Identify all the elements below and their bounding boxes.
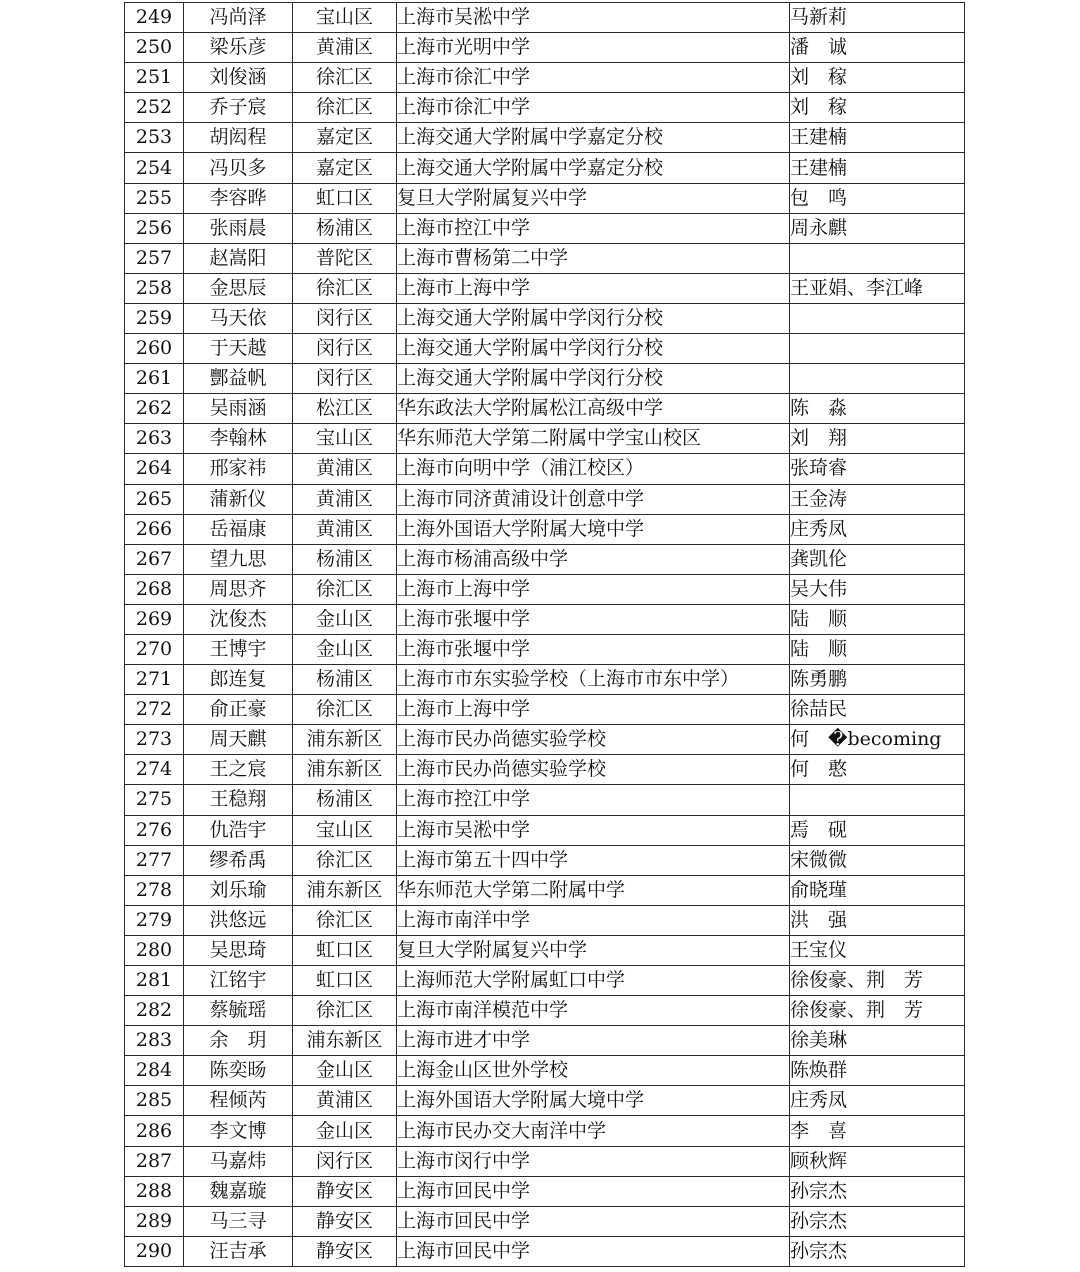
table-row <box>125 1086 965 1116</box>
table-row <box>125 695 965 725</box>
advisor-teacher <box>790 334 965 364</box>
district: 嘉定区 <box>293 123 397 153</box>
student-name: 周思齐 <box>184 574 293 604</box>
table-row <box>125 33 965 63</box>
school-name: 上海市吴淞中学 <box>397 3 790 33</box>
school-name: 上海市控江中学 <box>397 785 790 815</box>
advisor-teacher: 吴大伟 <box>790 574 965 604</box>
advisor-teacher: 何 憨 <box>790 755 965 785</box>
district: 黄浦区 <box>293 1086 397 1116</box>
row-number: 284 <box>125 1056 184 1086</box>
advisor-teacher: 孙宗杰 <box>790 1236 965 1266</box>
table-row <box>125 334 965 364</box>
student-name: 李翰林 <box>184 424 293 454</box>
table-row <box>125 875 965 905</box>
row-number: 259 <box>125 303 184 333</box>
school-name: 上海市控江中学 <box>397 213 790 243</box>
table-row <box>125 935 965 965</box>
district: 闵行区 <box>293 1146 397 1176</box>
student-name: 望九思 <box>184 544 293 574</box>
school-name: 上海市向明中学（浦江校区） <box>397 454 790 484</box>
district: 静安区 <box>293 1176 397 1206</box>
school-name: 上海市杨浦高级中学 <box>397 544 790 574</box>
table-row <box>125 845 965 875</box>
district: 杨浦区 <box>293 665 397 695</box>
row-number: 267 <box>125 544 184 574</box>
advisor-teacher: 庄秀凤 <box>790 514 965 544</box>
row-number: 280 <box>125 935 184 965</box>
district: 徐汇区 <box>293 996 397 1026</box>
advisor-teacher: 陆 顺 <box>790 604 965 634</box>
school-name: 上海市民办交大南洋中学 <box>397 1116 790 1146</box>
student-name: 沈俊杰 <box>184 604 293 634</box>
student-name: 邢家祎 <box>184 454 293 484</box>
table-row <box>125 755 965 785</box>
student-name: 马嘉炜 <box>184 1146 293 1176</box>
table-row <box>125 966 965 996</box>
advisor-teacher <box>790 785 965 815</box>
district: 杨浦区 <box>293 213 397 243</box>
school-name: 上海市上海中学 <box>397 574 790 604</box>
row-number: 256 <box>125 213 184 243</box>
school-name: 上海市同济黄浦设计创意中学 <box>397 484 790 514</box>
student-name: 程倾芮 <box>184 1086 293 1116</box>
advisor-teacher: 庄秀凤 <box>790 1086 965 1116</box>
table-row <box>125 665 965 695</box>
advisor-teacher <box>790 303 965 333</box>
student-name: 俞正豪 <box>184 695 293 725</box>
advisor-teacher: 徐喆民 <box>790 695 965 725</box>
advisor-teacher: 陈焕群 <box>790 1056 965 1086</box>
row-number: 263 <box>125 424 184 454</box>
student-name: 马三寻 <box>184 1206 293 1236</box>
advisor-teacher: 王建楠 <box>790 153 965 183</box>
advisor-teacher: 顾秋辉 <box>790 1146 965 1176</box>
school-name: 上海市闵行中学 <box>397 1146 790 1176</box>
table-row <box>125 514 965 544</box>
row-number: 277 <box>125 845 184 875</box>
row-number: 250 <box>125 33 184 63</box>
district: 浦东新区 <box>293 755 397 785</box>
row-number: 253 <box>125 123 184 153</box>
table-row <box>125 213 965 243</box>
advisor-teacher: 王建楠 <box>790 123 965 153</box>
advisor-teacher <box>790 364 965 394</box>
school-name: 上海市回民中学 <box>397 1206 790 1236</box>
district: 静安区 <box>293 1206 397 1236</box>
advisor-teacher: 潘 诚 <box>790 33 965 63</box>
district: 徐汇区 <box>293 574 397 604</box>
student-name: 吴雨涵 <box>184 394 293 424</box>
school-name: 上海市徐汇中学 <box>397 93 790 123</box>
school-name: 上海外国语大学附属大境中学 <box>397 514 790 544</box>
school-name: 上海交通大学附属中学闵行分校 <box>397 303 790 333</box>
student-name: 江铭宇 <box>184 966 293 996</box>
district: 金山区 <box>293 604 397 634</box>
table-row <box>125 153 965 183</box>
advisor-teacher: 徐俊豪、荆 芳 <box>790 996 965 1026</box>
student-name: 冯尚泽 <box>184 3 293 33</box>
district: 黄浦区 <box>293 454 397 484</box>
table-row <box>125 273 965 303</box>
district: 金山区 <box>293 1056 397 1086</box>
student-name: 冯贝多 <box>184 153 293 183</box>
advisor-teacher: 徐俊豪、荆 芳 <box>790 966 965 996</box>
advisor-teacher: 王金涛 <box>790 484 965 514</box>
row-number: 269 <box>125 604 184 634</box>
row-number: 282 <box>125 996 184 1026</box>
school-name: 上海交通大学附属中学嘉定分校 <box>397 153 790 183</box>
district: 黄浦区 <box>293 514 397 544</box>
school-name: 上海交通大学附属中学嘉定分校 <box>397 123 790 153</box>
district: 闵行区 <box>293 364 397 394</box>
advisor-teacher: 洪 强 <box>790 905 965 935</box>
row-number: 260 <box>125 334 184 364</box>
table-row <box>125 996 965 1026</box>
table-row <box>125 3 965 33</box>
district: 徐汇区 <box>293 273 397 303</box>
school-name: 上海市光明中学 <box>397 33 790 63</box>
advisor-teacher: 包 鸣 <box>790 183 965 213</box>
school-name: 上海金山区世外学校 <box>397 1056 790 1086</box>
district: 虹口区 <box>293 935 397 965</box>
school-name: 上海市南洋模范中学 <box>397 996 790 1026</box>
student-name: 李文博 <box>184 1116 293 1146</box>
row-number: 283 <box>125 1026 184 1056</box>
table-row <box>125 1146 965 1176</box>
table-row <box>125 725 965 755</box>
school-name: 上海交通大学附属中学闵行分校 <box>397 334 790 364</box>
school-name: 上海市回民中学 <box>397 1176 790 1206</box>
student-name: 洪悠远 <box>184 905 293 935</box>
advisor-teacher: 陈勇鹏 <box>790 665 965 695</box>
row-number: 289 <box>125 1206 184 1236</box>
student-name: 马天依 <box>184 303 293 333</box>
advisor-teacher: 宋微微 <box>790 845 965 875</box>
table-row <box>125 785 965 815</box>
advisor-teacher: 王宝仪 <box>790 935 965 965</box>
student-name: 仇浩宇 <box>184 815 293 845</box>
table-row <box>125 1026 965 1056</box>
district: 徐汇区 <box>293 695 397 725</box>
district: 虹口区 <box>293 183 397 213</box>
advisor-teacher: 俞晓瑾 <box>790 875 965 905</box>
row-number: 288 <box>125 1176 184 1206</box>
row-number: 266 <box>125 514 184 544</box>
row-number: 251 <box>125 63 184 93</box>
student-name: 乔子宸 <box>184 93 293 123</box>
district: 宝山区 <box>293 3 397 33</box>
table-row <box>125 243 965 273</box>
table-row <box>125 1176 965 1206</box>
table-row <box>125 1056 965 1086</box>
row-number: 257 <box>125 243 184 273</box>
district: 徐汇区 <box>293 93 397 123</box>
advisor-teacher: 何 �becoming <box>790 725 965 755</box>
district: 虹口区 <box>293 966 397 996</box>
row-number: 278 <box>125 875 184 905</box>
district: 黄浦区 <box>293 33 397 63</box>
advisor-teacher: 孙宗杰 <box>790 1176 965 1206</box>
advisor-teacher: 王亚娟、李江峰 <box>790 273 965 303</box>
district: 普陀区 <box>293 243 397 273</box>
school-name: 上海交通大学附属中学闵行分校 <box>397 364 790 394</box>
student-name: 于天越 <box>184 334 293 364</box>
district: 金山区 <box>293 1116 397 1146</box>
student-name: 张雨晨 <box>184 213 293 243</box>
row-number: 268 <box>125 574 184 604</box>
school-name: 上海市民办尚德实验学校 <box>397 755 790 785</box>
school-name: 上海市张堰中学 <box>397 634 790 664</box>
district: 浦东新区 <box>293 725 397 755</box>
row-number: 270 <box>125 634 184 664</box>
table-row <box>125 815 965 845</box>
school-name: 上海市进才中学 <box>397 1026 790 1056</box>
student-name: 梁乐彦 <box>184 33 293 63</box>
row-number: 285 <box>125 1086 184 1116</box>
district: 浦东新区 <box>293 1026 397 1056</box>
row-number: 287 <box>125 1146 184 1176</box>
table-row <box>125 424 965 454</box>
advisor-teacher: 龚凯伦 <box>790 544 965 574</box>
advisor-teacher: 焉 砚 <box>790 815 965 845</box>
district: 徐汇区 <box>293 63 397 93</box>
school-name: 上海市曹杨第二中学 <box>397 243 790 273</box>
student-name: 魏嘉璇 <box>184 1176 293 1206</box>
row-number: 275 <box>125 785 184 815</box>
district: 浦东新区 <box>293 875 397 905</box>
student-name: 周天麒 <box>184 725 293 755</box>
row-number: 252 <box>125 93 184 123</box>
table-row <box>125 1206 965 1236</box>
school-name: 上海师范大学附属虹口中学 <box>397 966 790 996</box>
school-name: 复旦大学附属复兴中学 <box>397 935 790 965</box>
advisor-teacher: 李 喜 <box>790 1116 965 1146</box>
advisor-teacher: 刘 翔 <box>790 424 965 454</box>
district: 宝山区 <box>293 815 397 845</box>
school-name: 华东师范大学第二附属中学 <box>397 875 790 905</box>
award-list-sheet <box>124 2 964 1267</box>
school-name: 复旦大学附属复兴中学 <box>397 183 790 213</box>
table-row <box>125 303 965 333</box>
advisor-teacher: 孙宗杰 <box>790 1206 965 1236</box>
row-number: 281 <box>125 966 184 996</box>
student-name: 王之宸 <box>184 755 293 785</box>
advisor-teacher: 周永麒 <box>790 213 965 243</box>
row-number: 258 <box>125 273 184 303</box>
student-name: 酆益帆 <box>184 364 293 394</box>
advisor-teacher: 陈 淼 <box>790 394 965 424</box>
district: 徐汇区 <box>293 905 397 935</box>
table-row <box>125 454 965 484</box>
table-row <box>125 183 965 213</box>
table-row <box>125 634 965 664</box>
table-row <box>125 63 965 93</box>
student-name: 汪吉承 <box>184 1236 293 1266</box>
table-row <box>125 604 965 634</box>
table-row <box>125 905 965 935</box>
advisor-teacher: 张琦睿 <box>790 454 965 484</box>
school-name: 上海市回民中学 <box>397 1236 790 1266</box>
advisor-teacher: 刘 稼 <box>790 93 965 123</box>
student-name: 金思辰 <box>184 273 293 303</box>
school-name: 上海市市东实验学校（上海市市东中学） <box>397 665 790 695</box>
district: 黄浦区 <box>293 484 397 514</box>
school-name: 华东师范大学第二附属中学宝山校区 <box>397 424 790 454</box>
district: 徐汇区 <box>293 845 397 875</box>
district: 嘉定区 <box>293 153 397 183</box>
row-number: 274 <box>125 755 184 785</box>
student-name: 王博宇 <box>184 634 293 664</box>
row-number: 261 <box>125 364 184 394</box>
row-number: 276 <box>125 815 184 845</box>
student-name: 刘乐瑜 <box>184 875 293 905</box>
row-number: 272 <box>125 695 184 725</box>
district: 宝山区 <box>293 424 397 454</box>
student-name: 李容晔 <box>184 183 293 213</box>
school-name: 上海市上海中学 <box>397 695 790 725</box>
district: 杨浦区 <box>293 544 397 574</box>
school-name: 上海市第五十四中学 <box>397 845 790 875</box>
district: 闵行区 <box>293 334 397 364</box>
student-name: 胡闳程 <box>184 123 293 153</box>
district: 杨浦区 <box>293 785 397 815</box>
row-number: 265 <box>125 484 184 514</box>
advisor-teacher: 刘 稼 <box>790 63 965 93</box>
district: 松江区 <box>293 394 397 424</box>
advisor-teacher <box>790 243 965 273</box>
award-list-body <box>125 3 965 1267</box>
student-name: 岳福康 <box>184 514 293 544</box>
table-row <box>125 93 965 123</box>
student-name: 余 玥 <box>184 1026 293 1056</box>
student-name: 缪希禹 <box>184 845 293 875</box>
school-name: 上海市民办尚德实验学校 <box>397 725 790 755</box>
district: 静安区 <box>293 1236 397 1266</box>
school-name: 上海市南洋中学 <box>397 905 790 935</box>
school-name: 华东政法大学附属松江高级中学 <box>397 394 790 424</box>
school-name: 上海市吴淞中学 <box>397 815 790 845</box>
advisor-teacher: 徐美琳 <box>790 1026 965 1056</box>
row-number: 271 <box>125 665 184 695</box>
student-name: 蒲新仪 <box>184 484 293 514</box>
table-row <box>125 364 965 394</box>
row-number: 273 <box>125 725 184 755</box>
row-number: 255 <box>125 183 184 213</box>
row-number: 264 <box>125 454 184 484</box>
table-row <box>125 394 965 424</box>
table-row <box>125 544 965 574</box>
row-number: 249 <box>125 3 184 33</box>
student-name: 赵嵩阳 <box>184 243 293 273</box>
student-name: 王稳翔 <box>184 785 293 815</box>
district: 金山区 <box>293 634 397 664</box>
table-row <box>125 123 965 153</box>
table-row <box>125 1116 965 1146</box>
student-name: 陈奕旸 <box>184 1056 293 1086</box>
school-name: 上海市徐汇中学 <box>397 63 790 93</box>
row-number: 262 <box>125 394 184 424</box>
table-row <box>125 574 965 604</box>
award-list-table <box>124 2 965 1267</box>
row-number: 286 <box>125 1116 184 1146</box>
advisor-teacher: 陆 顺 <box>790 634 965 664</box>
row-number: 279 <box>125 905 184 935</box>
school-name: 上海市上海中学 <box>397 273 790 303</box>
table-row <box>125 1236 965 1266</box>
advisor-teacher: 马新莉 <box>790 3 965 33</box>
student-name: 吴思琦 <box>184 935 293 965</box>
student-name: 蔡毓瑶 <box>184 996 293 1026</box>
school-name: 上海市张堰中学 <box>397 604 790 634</box>
student-name: 刘俊涵 <box>184 63 293 93</box>
student-name: 郎连复 <box>184 665 293 695</box>
table-row <box>125 484 965 514</box>
district: 闵行区 <box>293 303 397 333</box>
row-number: 290 <box>125 1236 184 1266</box>
row-number: 254 <box>125 153 184 183</box>
school-name: 上海外国语大学附属大境中学 <box>397 1086 790 1116</box>
